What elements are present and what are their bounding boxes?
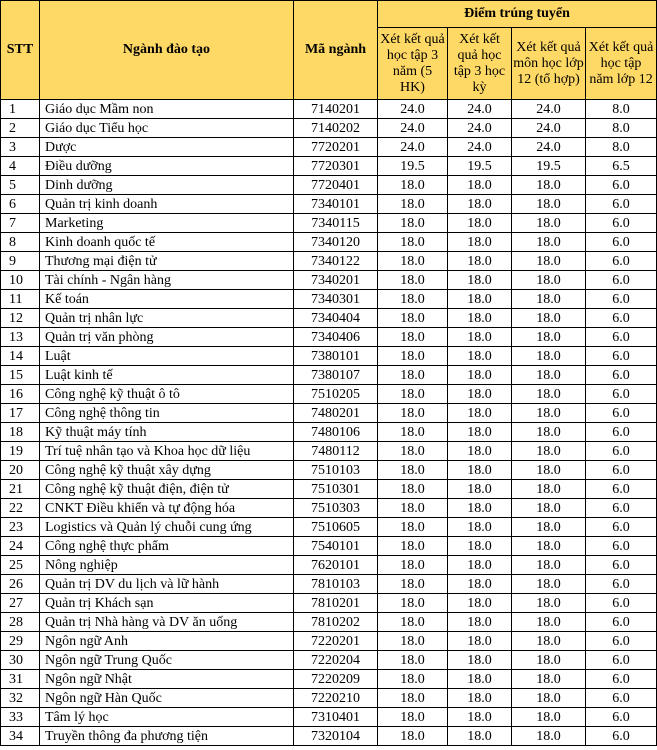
- row-major-name: Công nghệ kỹ thuật ô tô: [40, 385, 294, 404]
- table-row: [1, 708, 657, 727]
- row-score-method-2: 18.0: [448, 499, 512, 518]
- row-stt: 30: [1, 651, 40, 670]
- row-score-method-3: 18.0: [512, 689, 586, 708]
- row-score-method-4: 6.0: [586, 233, 657, 252]
- row-score-method-1: 18.0: [378, 176, 448, 195]
- row-stt: 31: [1, 670, 40, 689]
- row-score-method-3: 18.0: [512, 214, 586, 233]
- row-score-method-3: 18.0: [512, 708, 586, 727]
- table-row: [1, 290, 657, 309]
- table-row: [1, 727, 657, 746]
- row-score-method-2: 18.0: [448, 480, 512, 499]
- row-major-name: Logistics và Quản lý chuỗi cung ứng: [40, 518, 294, 537]
- row-major-code: 7510303: [294, 499, 378, 518]
- row-score-method-2: 18.0: [448, 252, 512, 271]
- row-major-name: Ngôn ngữ Hàn Quốc: [40, 689, 294, 708]
- row-major-name: Luật kinh tế: [40, 366, 294, 385]
- row-stt: 13: [1, 328, 40, 347]
- row-major-name: Công nghệ thông tin: [40, 404, 294, 423]
- row-stt: 6: [1, 195, 40, 214]
- row-major-name: Ngôn ngữ Nhật: [40, 670, 294, 689]
- row-major-code: 7340115: [294, 214, 378, 233]
- row-major-name: Công nghệ thực phẩm: [40, 537, 294, 556]
- row-score-method-4: 6.0: [586, 499, 657, 518]
- row-stt: 32: [1, 689, 40, 708]
- row-stt: 21: [1, 480, 40, 499]
- row-major-name: Luật: [40, 347, 294, 366]
- header-method-3: Xét kết quả môn học lớp 12 (tổ hợp): [512, 28, 586, 100]
- row-major-code: 7510605: [294, 518, 378, 537]
- row-score-method-4: 6.0: [586, 271, 657, 290]
- row-score-method-4: 6.0: [586, 594, 657, 613]
- row-score-method-4: 6.0: [586, 689, 657, 708]
- row-score-method-1: 18.0: [378, 632, 448, 651]
- row-score-method-4: 6.0: [586, 651, 657, 670]
- row-score-method-2: 18.0: [448, 366, 512, 385]
- row-score-method-4: 6.0: [586, 461, 657, 480]
- row-score-method-2: 18.0: [448, 651, 512, 670]
- row-score-method-3: 18.0: [512, 594, 586, 613]
- row-score-method-3: 18.0: [512, 366, 586, 385]
- row-score-method-1: 18.0: [378, 613, 448, 632]
- row-major-code: 7540101: [294, 537, 378, 556]
- row-major-name: Điều dưỡng: [40, 157, 294, 176]
- table-row: [1, 689, 657, 708]
- row-major-code: 7720201: [294, 138, 378, 157]
- row-major-code: 7810103: [294, 575, 378, 594]
- row-score-method-4: 6.0: [586, 423, 657, 442]
- row-score-method-2: 18.0: [448, 423, 512, 442]
- row-score-method-1: 18.0: [378, 689, 448, 708]
- row-score-method-3: 18.0: [512, 461, 586, 480]
- row-major-code: 7480112: [294, 442, 378, 461]
- table-row: [1, 651, 657, 670]
- row-major-code: 7320104: [294, 727, 378, 746]
- row-score-method-2: 18.0: [448, 708, 512, 727]
- row-major-name: Ngôn ngữ Anh: [40, 632, 294, 651]
- table-row: [1, 461, 657, 480]
- row-major-code: 7810201: [294, 594, 378, 613]
- row-major-code: 7510205: [294, 385, 378, 404]
- row-score-method-2: 18.0: [448, 727, 512, 746]
- row-score-method-2: 18.0: [448, 594, 512, 613]
- row-stt: 34: [1, 727, 40, 746]
- row-stt: 1: [1, 100, 40, 119]
- row-major-name: Dược: [40, 138, 294, 157]
- table-row: [1, 176, 657, 195]
- row-score-method-4: 6.0: [586, 613, 657, 632]
- table-row: [1, 366, 657, 385]
- row-score-method-4: 6.0: [586, 480, 657, 499]
- row-score-method-2: 18.0: [448, 537, 512, 556]
- row-score-method-3: 18.0: [512, 328, 586, 347]
- row-stt: 23: [1, 518, 40, 537]
- table-row: [1, 119, 657, 138]
- row-score-method-3: 24.0: [512, 100, 586, 119]
- row-major-name: CNKT Điều khiển và tự động hóa: [40, 499, 294, 518]
- row-score-method-4: 6.0: [586, 195, 657, 214]
- row-score-method-3: 18.0: [512, 442, 586, 461]
- table-row: [1, 252, 657, 271]
- row-score-method-3: 18.0: [512, 575, 586, 594]
- row-stt: 29: [1, 632, 40, 651]
- row-score-method-2: 18.0: [448, 670, 512, 689]
- row-score-method-3: 18.0: [512, 176, 586, 195]
- row-score-method-1: 18.0: [378, 290, 448, 309]
- row-major-code: 7340201: [294, 271, 378, 290]
- row-score-method-4: 6.5: [586, 157, 657, 176]
- row-score-method-1: 18.0: [378, 423, 448, 442]
- row-score-method-2: 24.0: [448, 100, 512, 119]
- row-score-method-1: 18.0: [378, 518, 448, 537]
- row-score-method-2: 18.0: [448, 176, 512, 195]
- row-stt: 8: [1, 233, 40, 252]
- row-score-method-4: 6.0: [586, 518, 657, 537]
- row-major-name: Công nghệ kỹ thuật điện, điện tử: [40, 480, 294, 499]
- row-major-name: Quản trị nhân lực: [40, 309, 294, 328]
- row-score-method-2: 18.0: [448, 575, 512, 594]
- row-major-code: 7480201: [294, 404, 378, 423]
- row-stt: 11: [1, 290, 40, 309]
- header-score-group: Điểm trúng tuyển: [378, 1, 657, 28]
- table-row: [1, 670, 657, 689]
- row-stt: 10: [1, 271, 40, 290]
- table-row: [1, 556, 657, 575]
- row-stt: 9: [1, 252, 40, 271]
- row-score-method-1: 18.0: [378, 271, 448, 290]
- row-score-method-4: 6.0: [586, 347, 657, 366]
- row-major-code: 7220204: [294, 651, 378, 670]
- table-row: [1, 233, 657, 252]
- row-stt: 33: [1, 708, 40, 727]
- row-score-method-4: 6.0: [586, 556, 657, 575]
- row-score-method-2: 18.0: [448, 385, 512, 404]
- table-row: [1, 328, 657, 347]
- header-major: Ngành đào tạo: [40, 1, 294, 100]
- row-score-method-3: 18.0: [512, 404, 586, 423]
- table-row: [1, 195, 657, 214]
- row-major-name: Kỹ thuật máy tính: [40, 423, 294, 442]
- table-row: [1, 271, 657, 290]
- row-score-method-4: 6.0: [586, 328, 657, 347]
- row-score-method-3: 18.0: [512, 233, 586, 252]
- row-score-method-1: 18.0: [378, 214, 448, 233]
- row-score-method-2: 19.5: [448, 157, 512, 176]
- table-body: [1, 100, 657, 746]
- row-major-name: Giáo dục Tiểu học: [40, 119, 294, 138]
- row-score-method-1: 18.0: [378, 309, 448, 328]
- row-score-method-4: 6.0: [586, 309, 657, 328]
- row-score-method-1: 18.0: [378, 727, 448, 746]
- row-score-method-1: 18.0: [378, 385, 448, 404]
- row-major-code: 7340301: [294, 290, 378, 309]
- table-row: [1, 518, 657, 537]
- table-row: [1, 404, 657, 423]
- row-score-method-2: 18.0: [448, 271, 512, 290]
- row-stt: 27: [1, 594, 40, 613]
- row-major-code: 7720301: [294, 157, 378, 176]
- row-major-code: 7510103: [294, 461, 378, 480]
- header-code: Mã ngành: [294, 1, 378, 100]
- row-stt: 16: [1, 385, 40, 404]
- row-score-method-4: 6.0: [586, 537, 657, 556]
- row-stt: 22: [1, 499, 40, 518]
- row-major-code: 7340120: [294, 233, 378, 252]
- table-row: [1, 100, 657, 119]
- row-score-method-3: 24.0: [512, 119, 586, 138]
- row-stt: 12: [1, 309, 40, 328]
- row-score-method-3: 18.0: [512, 309, 586, 328]
- row-major-code: 7380101: [294, 347, 378, 366]
- row-score-method-1: 24.0: [378, 119, 448, 138]
- row-major-code: 7720401: [294, 176, 378, 195]
- row-score-method-1: 18.0: [378, 499, 448, 518]
- table-row: [1, 594, 657, 613]
- row-score-method-1: 18.0: [378, 404, 448, 423]
- row-score-method-1: 18.0: [378, 480, 448, 499]
- row-score-method-3: 18.0: [512, 480, 586, 499]
- row-score-method-1: 24.0: [378, 138, 448, 157]
- row-major-code: 7310401: [294, 708, 378, 727]
- row-major-name: Quản trị văn phòng: [40, 328, 294, 347]
- row-stt: 17: [1, 404, 40, 423]
- table-row: [1, 309, 657, 328]
- row-stt: 28: [1, 613, 40, 632]
- row-score-method-1: 18.0: [378, 708, 448, 727]
- row-major-code: 7220209: [294, 670, 378, 689]
- row-stt: 19: [1, 442, 40, 461]
- row-stt: 7: [1, 214, 40, 233]
- table-row: [1, 442, 657, 461]
- row-score-method-1: 18.0: [378, 461, 448, 480]
- row-score-method-4: 6.0: [586, 632, 657, 651]
- row-score-method-2: 18.0: [448, 404, 512, 423]
- row-score-method-2: 18.0: [448, 518, 512, 537]
- row-score-method-3: 18.0: [512, 632, 586, 651]
- table-row: [1, 499, 657, 518]
- row-score-method-4: 6.0: [586, 442, 657, 461]
- row-score-method-2: 18.0: [448, 328, 512, 347]
- row-major-name: Tâm lý học: [40, 708, 294, 727]
- row-score-method-3: 18.0: [512, 727, 586, 746]
- row-score-method-3: 24.0: [512, 138, 586, 157]
- row-major-name: Trí tuệ nhân tạo và Khoa học dữ liệu: [40, 442, 294, 461]
- row-score-method-1: 18.0: [378, 575, 448, 594]
- table-row: [1, 423, 657, 442]
- table-row: [1, 613, 657, 632]
- header-stt: STT: [1, 1, 40, 100]
- table-row: [1, 214, 657, 233]
- header-method-1: Xét kết quả học tập 3 năm (5 HK): [378, 28, 448, 100]
- row-score-method-1: 18.0: [378, 651, 448, 670]
- row-score-method-2: 18.0: [448, 290, 512, 309]
- row-score-method-2: 18.0: [448, 689, 512, 708]
- row-score-method-3: 18.0: [512, 271, 586, 290]
- table-row: [1, 480, 657, 499]
- row-score-method-4: 8.0: [586, 100, 657, 119]
- row-score-method-3: 18.0: [512, 499, 586, 518]
- row-score-method-2: 18.0: [448, 442, 512, 461]
- row-score-method-2: 18.0: [448, 214, 512, 233]
- row-major-code: 7340404: [294, 309, 378, 328]
- row-score-method-1: 18.0: [378, 252, 448, 271]
- row-score-method-3: 18.0: [512, 537, 586, 556]
- row-stt: 26: [1, 575, 40, 594]
- row-major-code: 7340122: [294, 252, 378, 271]
- row-score-method-2: 18.0: [448, 195, 512, 214]
- header-method-4: Xét kết quả học tập năm lớp 12: [586, 28, 657, 100]
- row-score-method-1: 18.0: [378, 537, 448, 556]
- row-stt: 14: [1, 347, 40, 366]
- row-score-method-4: 6.0: [586, 214, 657, 233]
- row-score-method-2: 24.0: [448, 119, 512, 138]
- row-major-name: Kế toán: [40, 290, 294, 309]
- row-score-method-4: 8.0: [586, 138, 657, 157]
- row-major-name: Nông nghiệp: [40, 556, 294, 575]
- row-major-code: 7810202: [294, 613, 378, 632]
- table-row: [1, 347, 657, 366]
- row-score-method-4: 6.0: [586, 404, 657, 423]
- header-method-2: Xét kết quả học tập 3 học kỳ: [448, 28, 512, 100]
- row-score-method-2: 18.0: [448, 613, 512, 632]
- row-score-method-3: 18.0: [512, 252, 586, 271]
- row-major-name: Truyền thông đa phương tiện: [40, 727, 294, 746]
- row-major-name: Giáo dục Mầm non: [40, 100, 294, 119]
- row-major-name: Quản trị kinh doanh: [40, 195, 294, 214]
- row-score-method-4: 6.0: [586, 708, 657, 727]
- row-stt: 15: [1, 366, 40, 385]
- table-row: [1, 385, 657, 404]
- row-score-method-4: 6.0: [586, 366, 657, 385]
- row-score-method-1: 18.0: [378, 347, 448, 366]
- row-stt: 3: [1, 138, 40, 157]
- table-row: [1, 575, 657, 594]
- row-major-name: Quản trị Khách sạn: [40, 594, 294, 613]
- row-major-name: Quản trị Nhà hàng và DV ăn uống: [40, 613, 294, 632]
- row-score-method-4: 6.0: [586, 727, 657, 746]
- row-score-method-1: 24.0: [378, 100, 448, 119]
- row-score-method-1: 18.0: [378, 328, 448, 347]
- row-score-method-3: 18.0: [512, 556, 586, 575]
- row-major-code: 7620101: [294, 556, 378, 575]
- row-stt: 4: [1, 157, 40, 176]
- row-major-name: Quản trị DV du lịch và lữ hành: [40, 575, 294, 594]
- row-major-code: 7510301: [294, 480, 378, 499]
- table-row: [1, 537, 657, 556]
- row-major-name: Công nghệ kỹ thuật xây dựng: [40, 461, 294, 480]
- table-row: [1, 632, 657, 651]
- row-score-method-1: 18.0: [378, 594, 448, 613]
- row-major-code: 7140201: [294, 100, 378, 119]
- row-score-method-4: 8.0: [586, 119, 657, 138]
- row-major-code: 7340101: [294, 195, 378, 214]
- row-score-method-2: 18.0: [448, 461, 512, 480]
- row-major-name: Kinh doanh quốc tế: [40, 233, 294, 252]
- row-major-name: Tài chính - Ngân hàng: [40, 271, 294, 290]
- row-score-method-1: 18.0: [378, 556, 448, 575]
- row-score-method-1: 18.0: [378, 366, 448, 385]
- row-major-code: 7380107: [294, 366, 378, 385]
- row-stt: 25: [1, 556, 40, 575]
- row-score-method-1: 19.5: [378, 157, 448, 176]
- row-score-method-4: 6.0: [586, 176, 657, 195]
- row-score-method-3: 18.0: [512, 651, 586, 670]
- row-score-method-3: 18.0: [512, 670, 586, 689]
- row-score-method-3: 18.0: [512, 423, 586, 442]
- row-stt: 5: [1, 176, 40, 195]
- row-score-method-2: 18.0: [448, 233, 512, 252]
- row-major-name: Ngôn ngữ Trung Quốc: [40, 651, 294, 670]
- row-score-method-4: 6.0: [586, 252, 657, 271]
- row-score-method-2: 18.0: [448, 632, 512, 651]
- row-score-method-1: 18.0: [378, 670, 448, 689]
- row-major-name: Dinh dưỡng: [40, 176, 294, 195]
- row-major-code: 7480106: [294, 423, 378, 442]
- row-score-method-3: 18.0: [512, 195, 586, 214]
- row-major-code: 7220210: [294, 689, 378, 708]
- table-row: [1, 138, 657, 157]
- row-score-method-1: 18.0: [378, 195, 448, 214]
- row-score-method-3: 18.0: [512, 290, 586, 309]
- row-score-method-1: 18.0: [378, 442, 448, 461]
- row-score-method-1: 18.0: [378, 233, 448, 252]
- table-header: [1, 1, 657, 100]
- row-score-method-2: 18.0: [448, 309, 512, 328]
- row-score-method-3: 19.5: [512, 157, 586, 176]
- row-score-method-4: 6.0: [586, 575, 657, 594]
- row-major-code: 7340406: [294, 328, 378, 347]
- row-score-method-4: 6.0: [586, 670, 657, 689]
- row-score-method-3: 18.0: [512, 385, 586, 404]
- row-score-method-2: 18.0: [448, 347, 512, 366]
- row-stt: 18: [1, 423, 40, 442]
- row-score-method-2: 24.0: [448, 138, 512, 157]
- row-stt: 24: [1, 537, 40, 556]
- row-score-method-3: 18.0: [512, 518, 586, 537]
- row-score-method-3: 18.0: [512, 347, 586, 366]
- row-major-code: 7140202: [294, 119, 378, 138]
- row-major-code: 7220201: [294, 632, 378, 651]
- table-row: [1, 157, 657, 176]
- row-score-method-3: 18.0: [512, 613, 586, 632]
- row-score-method-4: 6.0: [586, 385, 657, 404]
- row-stt: 2: [1, 119, 40, 138]
- row-major-name: Marketing: [40, 214, 294, 233]
- row-score-method-2: 18.0: [448, 556, 512, 575]
- row-stt: 20: [1, 461, 40, 480]
- row-major-name: Thương mại điện tử: [40, 252, 294, 271]
- row-score-method-4: 6.0: [586, 290, 657, 309]
